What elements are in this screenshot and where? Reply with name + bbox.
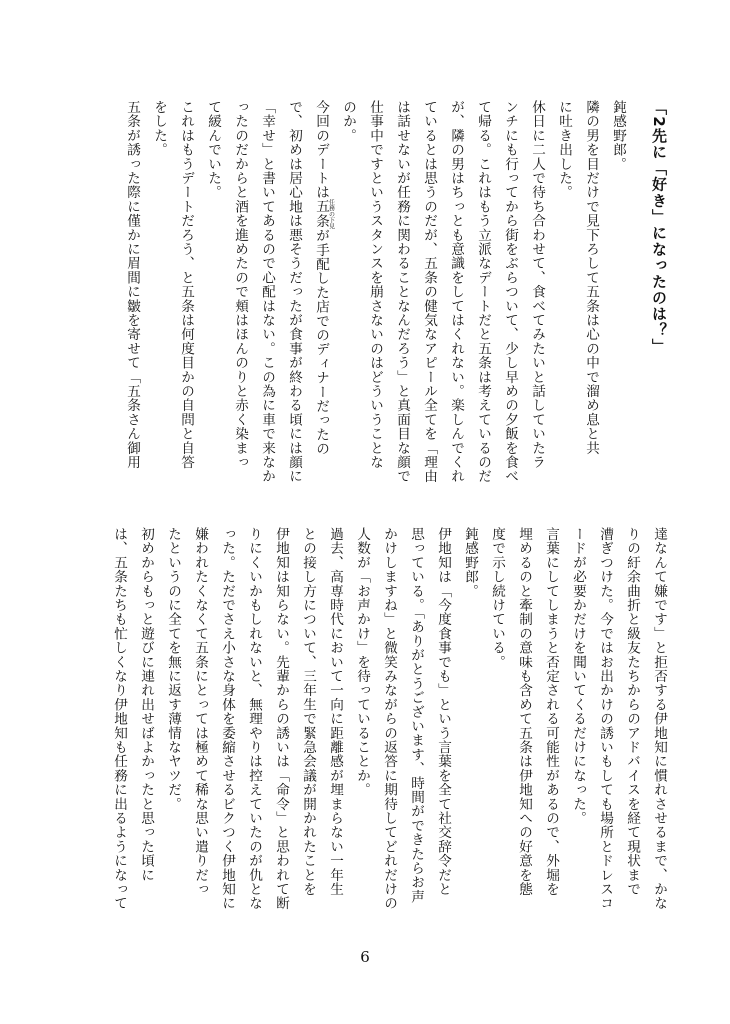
text-column: て帰る。これはもう立派なデートだと五条は考えているのだ [475,100,491,484]
text-column: 言葉にしてしまうと否定される可能性があるので、外堀を [543,527,559,897]
text-column: ードが必要かだけを聞いてくるだけになった。 [570,527,586,826]
text-column: 漕ぎつけた。今ではお出かけの誘いもしても場所とドレスコ [597,527,613,911]
ruby-note: 任務の下見 [327,199,335,230]
text-column: は、五条たちも忙しくなり伊地知も任務に出るようになって [111,527,127,911]
text-column: 五条が誘った際に僅かに眉間に皺を寄せて「五条さん御用 [124,100,140,470]
ruby-annotation: 五条任務の下見 [313,199,335,230]
text-column: かけしますね」と微笑みながらの返答に期待してどれだけの [381,527,397,911]
text-column: 「幸せ」と書いてあるので心配はない。この為に車で来なか [259,100,275,484]
text-column: 度で示し続けている。 [489,527,505,669]
bottom-text-block [72,527,672,937]
text-column: 鈍感野郎。 [610,100,626,171]
text-column: に吐き出した。 [556,100,572,200]
text-column: て緩んでいた。 [205,100,221,200]
text-column: 初めからもっと遊びに連れ出せばよかったと思った頃に [138,527,154,882]
text-column: 隣の男を目だけで見下ろして五条は心の中で溜め息と共 [583,100,599,455]
text-column: 達なんて嫌です」と拒否する伊地知に慣れさせるまで、かな [651,527,667,911]
text-column: 人数が「お声かけ」を待っていることか。 [354,527,370,797]
text-column: 嫌われたくなくて五条にとっては極めて稀な思い遣りだっ [192,527,208,897]
heading-gap [631,100,645,500]
text-column: 埋めるのと牽制の意味も含めて五条は伊地知への好意を態 [516,527,532,897]
top-text-block [97,100,672,500]
text-column: で、初めは居心地は悪そうだったが食事が終わる頃には顔に [286,100,302,484]
text-column: ンチにも行ってから街をぶらついて、少し早めの夕飯を食べ [502,100,518,484]
text-column: った。ただでさえ小さな身体を委縮させるビクつく伊地知に [219,527,235,911]
text-column: ったのだからと酒を進めたので頬はほんのりと赤く染まっ [232,100,248,470]
text-column: との接し方について、三年生で緊急会議が開かれたことを [300,527,316,897]
text-column: 休日に二人で待ち合わせて、食べてみたいと話していたラ [529,100,545,470]
text-column: 今回のデートは五条任務の下見が手配した店でのディナーだったの [313,100,335,456]
text-column: をした。 [151,100,167,157]
text-column: 過去、高専時代において一向に距離感が埋まらない一年生 [327,527,343,897]
text-column: 伊地知は知らない。先輩からの誘いは「命令」と思われて断 [273,527,289,911]
text-column: 伊地知は「今度食事でも」という言葉を全て社交辞令だと [435,527,451,897]
text-column: たというのに全てを無に返す薄情なヤツだ。 [165,527,181,811]
page-number: 6 [360,948,370,966]
text-column: 仕事中ですというスタンスを崩さないのはどういうことな [367,100,383,470]
text-column: りにくいかもしれないと、無理やりは控えていたのが仇とな [246,527,262,911]
chapter-heading: 「2先に「好き」になったのは？」 [650,100,668,355]
text-column: ているとは思うのだが、五条の健気なアピール全てを「理由 [421,100,437,484]
text-column: 鈍感野郎。 [462,527,478,598]
text-column: のか。 [340,100,356,143]
text-column: 思っている。「ありがとうございます、時間ができたらお声 [408,527,424,904]
text-column: は話せないが任務に関わることなんだろう」と真面目な顔で [394,100,410,484]
text-column: これはもうデートだろう、と五条は何度目かの自問と自答 [178,100,194,470]
text-column: が、隣の男はちっとも意識をしてはくれない。楽しんでくれ [448,100,464,484]
text-column: りの紆余曲折と級友たちからのアドバイスを経て現状まで [624,527,640,897]
